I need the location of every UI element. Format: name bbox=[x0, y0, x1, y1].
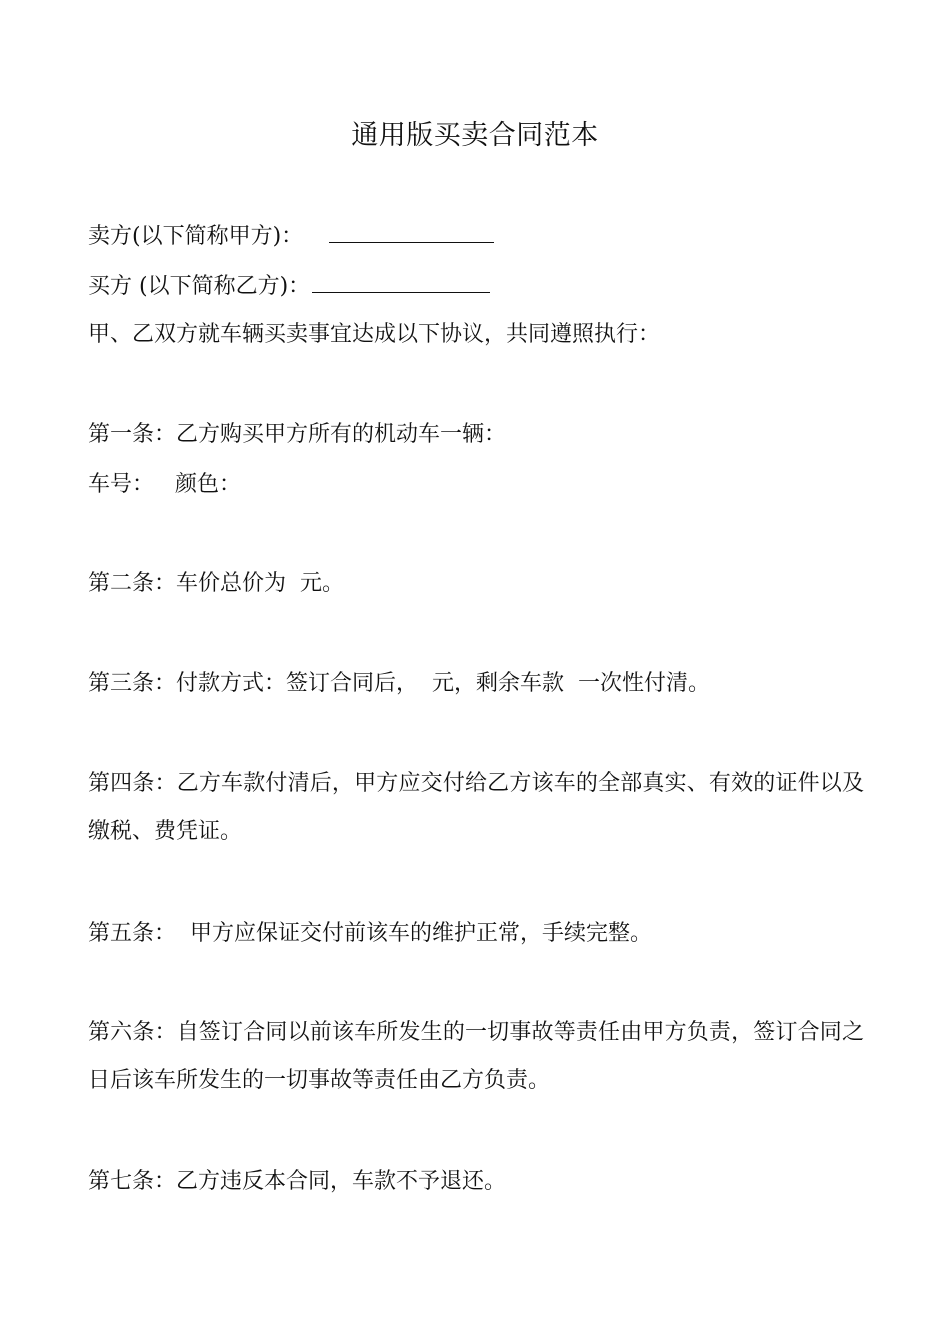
article-2: 第二条：车价总价为 元。 bbox=[88, 571, 344, 596]
seller-blank bbox=[329, 220, 494, 243]
article-4: 第四条：乙方车款付清后，甲方应交付给乙方该车的全部真实、有效的证件以及缴税、费凭证。 bbox=[88, 771, 864, 844]
document-title: 通用版买卖合同范本 bbox=[351, 120, 599, 151]
article-5: 第五条： 甲方应保证交付前该车的维护正常，手续完整。 bbox=[88, 921, 652, 946]
buyer-blank bbox=[312, 270, 490, 293]
intro-text: 甲、乙双方就车辆买卖事宜达成以下协议，共同遵照执行： bbox=[88, 322, 661, 347]
seller-line bbox=[88, 220, 494, 252]
buyer-line bbox=[88, 270, 490, 302]
article-7: 第七条：乙方违反本合同，车款不予退还。 bbox=[88, 1169, 507, 1194]
seller-label: 卖方(以下简称甲方)： bbox=[88, 224, 304, 249]
vehicle-fields: 车号： 颜色： bbox=[88, 472, 241, 497]
buyer-label: 买方 (以下简称乙方)： bbox=[88, 274, 311, 299]
article-1: 第一条：乙方购买甲方所有的机动车一辆： bbox=[88, 422, 507, 447]
article-3: 第三条：付款方式：签订合同后， 元，剩余车款 一次性付清。 bbox=[88, 671, 710, 696]
article-6: 第六条：自签订合同以前该车所发生的一切事故等责任由甲方负责，签订合同之日后该车所发生的一切事故等责任由乙方负责。 bbox=[88, 1020, 864, 1093]
